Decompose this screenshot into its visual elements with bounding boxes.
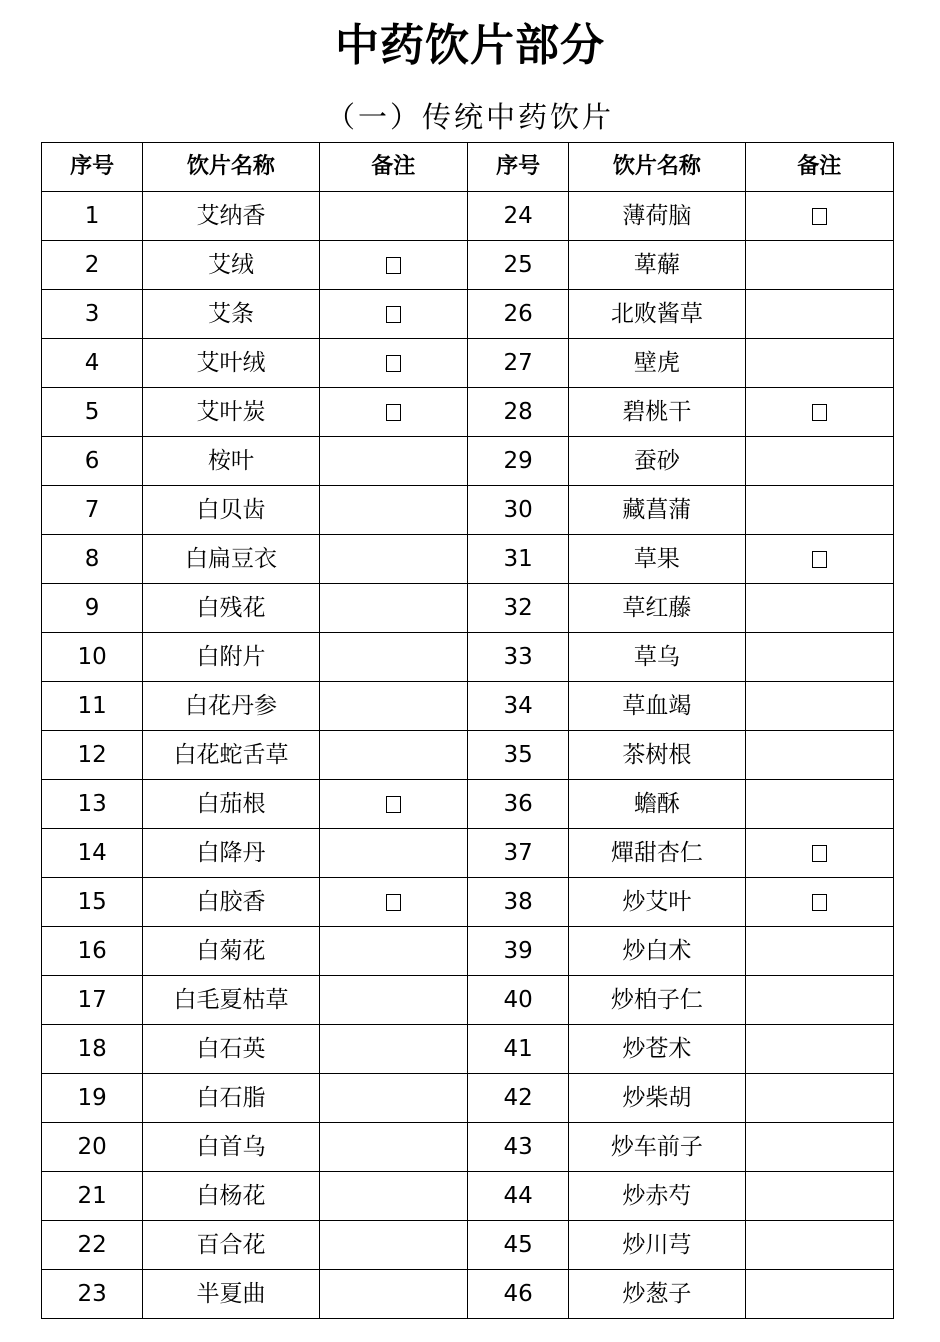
herb-name: 草血竭: [569, 682, 745, 731]
table-row: [42, 1270, 894, 1319]
table-row: [42, 780, 894, 829]
table-row: [42, 388, 894, 437]
row-number: 29: [467, 437, 568, 486]
checkbox-icon[interactable]: [386, 894, 401, 911]
table-row: [42, 927, 894, 976]
note-cell: [319, 682, 467, 731]
row-number: 6: [42, 437, 143, 486]
herb-name: 白花丹参: [143, 682, 319, 731]
herb-name: 白菊花: [143, 927, 319, 976]
note-cell: [319, 633, 467, 682]
herb-name: 草果: [569, 535, 745, 584]
header-right-no: 序号: [467, 143, 568, 192]
table-row: [42, 633, 894, 682]
note-cell: [319, 486, 467, 535]
note-cell: [745, 1074, 893, 1123]
herb-name: 炒柏子仁: [569, 976, 745, 1025]
row-number: 44: [467, 1172, 568, 1221]
row-number: 13: [42, 780, 143, 829]
herb-name: 白石英: [143, 1025, 319, 1074]
note-cell: [319, 192, 467, 241]
herb-name: 炒赤芍: [569, 1172, 745, 1221]
herb-name: 草红藤: [569, 584, 745, 633]
row-number: 23: [42, 1270, 143, 1319]
note-cell: [745, 1270, 893, 1319]
herb-name: 白杨花: [143, 1172, 319, 1221]
herb-name: 白降丹: [143, 829, 319, 878]
row-number: 39: [467, 927, 568, 976]
note-cell: [319, 290, 467, 339]
row-number: 32: [467, 584, 568, 633]
row-number: 5: [42, 388, 143, 437]
note-cell: [745, 927, 893, 976]
table-header-row: [42, 143, 894, 192]
header-left-note: 备注: [319, 143, 467, 192]
table-body: [42, 192, 894, 1319]
herb-name: 百合花: [143, 1221, 319, 1270]
row-number: 16: [42, 927, 143, 976]
note-cell: [745, 1123, 893, 1172]
table-row: [42, 437, 894, 486]
note-cell: [745, 535, 893, 584]
herb-name: 白石脂: [143, 1074, 319, 1123]
table-row: [42, 486, 894, 535]
row-number: 43: [467, 1123, 568, 1172]
row-number: 22: [42, 1221, 143, 1270]
table-row: [42, 682, 894, 731]
row-number: 24: [467, 192, 568, 241]
herb-name: 半夏曲: [143, 1270, 319, 1319]
table-row: [42, 1172, 894, 1221]
row-number: 33: [467, 633, 568, 682]
table-row: [42, 584, 894, 633]
table-row: [42, 192, 894, 241]
table-row: [42, 1074, 894, 1123]
herb-list-table: [41, 142, 894, 1319]
row-number: 41: [467, 1025, 568, 1074]
row-number: 7: [42, 486, 143, 535]
note-cell: [745, 290, 893, 339]
herb-name: 白毛夏枯草: [143, 976, 319, 1025]
note-cell: [745, 878, 893, 927]
row-number: 30: [467, 486, 568, 535]
herb-name: 白附片: [143, 633, 319, 682]
note-cell: [319, 1221, 467, 1270]
row-number: 1: [42, 192, 143, 241]
note-cell: [745, 192, 893, 241]
header-right-note: 备注: [745, 143, 893, 192]
note-cell: [745, 1221, 893, 1270]
note-cell: [319, 731, 467, 780]
checkbox-icon[interactable]: [386, 355, 401, 372]
row-number: 25: [467, 241, 568, 290]
note-cell: [319, 927, 467, 976]
row-number: 20: [42, 1123, 143, 1172]
herb-name: 白胶香: [143, 878, 319, 927]
note-cell: [319, 1172, 467, 1221]
row-number: 27: [467, 339, 568, 388]
note-cell: [319, 878, 467, 927]
herb-name: 炒苍术: [569, 1025, 745, 1074]
note-cell: [319, 388, 467, 437]
row-number: 17: [42, 976, 143, 1025]
herb-name: 薄荷脑: [569, 192, 745, 241]
checkbox-icon[interactable]: [386, 257, 401, 274]
table-row: [42, 339, 894, 388]
row-number: 3: [42, 290, 143, 339]
herb-name: 草乌: [569, 633, 745, 682]
table-row: [42, 878, 894, 927]
header-left-no: 序号: [42, 143, 143, 192]
row-number: 21: [42, 1172, 143, 1221]
row-number: 34: [467, 682, 568, 731]
herb-name: 蟾酥: [569, 780, 745, 829]
note-cell: [319, 1074, 467, 1123]
note-cell: [319, 437, 467, 486]
note-cell: [319, 1270, 467, 1319]
herb-name: 壁虎: [569, 339, 745, 388]
herb-name: 炒艾叶: [569, 878, 745, 927]
note-cell: [745, 976, 893, 1025]
note-cell: [745, 731, 893, 780]
row-number: 42: [467, 1074, 568, 1123]
checkbox-icon[interactable]: [386, 796, 401, 813]
table-row: [42, 290, 894, 339]
herb-name: 艾绒: [143, 241, 319, 290]
row-number: 9: [42, 584, 143, 633]
herb-name: 艾条: [143, 290, 319, 339]
note-cell: [745, 584, 893, 633]
herb-name: 茶树根: [569, 731, 745, 780]
herb-name: 白扁豆衣: [143, 535, 319, 584]
herb-name: 艾叶炭: [143, 388, 319, 437]
herb-name: 白首乌: [143, 1123, 319, 1172]
herb-name: 北败酱草: [569, 290, 745, 339]
note-cell: [319, 1025, 467, 1074]
row-number: 18: [42, 1025, 143, 1074]
row-number: 31: [467, 535, 568, 584]
herb-name: 炒柴胡: [569, 1074, 745, 1123]
herb-name: 白花蛇舌草: [143, 731, 319, 780]
note-cell: [745, 241, 893, 290]
herb-name: 藏菖蒲: [569, 486, 745, 535]
herb-name: 炒葱子: [569, 1270, 745, 1319]
row-number: 11: [42, 682, 143, 731]
row-number: 2: [42, 241, 143, 290]
checkbox-icon[interactable]: [812, 894, 827, 911]
section-subtitle: （一）传统中药饮片: [325, 100, 614, 134]
row-number: 37: [467, 829, 568, 878]
checkbox-icon[interactable]: [386, 306, 401, 323]
header-right-name: 饮片名称: [569, 143, 745, 192]
row-number: 10: [42, 633, 143, 682]
row-number: 15: [42, 878, 143, 927]
herb-name: 蚕砂: [569, 437, 745, 486]
note-cell: [319, 1123, 467, 1172]
table-row: [42, 241, 894, 290]
checkbox-icon[interactable]: [812, 404, 827, 421]
row-number: 4: [42, 339, 143, 388]
herb-name: 炒川芎: [569, 1221, 745, 1270]
note-cell: [319, 829, 467, 878]
table-row: [42, 731, 894, 780]
note-cell: [319, 976, 467, 1025]
note-cell: [745, 682, 893, 731]
note-cell: [319, 780, 467, 829]
note-cell: [745, 829, 893, 878]
note-cell: [745, 1025, 893, 1074]
herb-name: 白茄根: [143, 780, 319, 829]
note-cell: [745, 437, 893, 486]
table-row: [42, 535, 894, 584]
row-number: 8: [42, 535, 143, 584]
row-number: 14: [42, 829, 143, 878]
checkbox-icon[interactable]: [386, 404, 401, 421]
note-cell: [745, 339, 893, 388]
row-number: 28: [467, 388, 568, 437]
herb-name: 炒白术: [569, 927, 745, 976]
note-cell: [745, 388, 893, 437]
checkbox-icon[interactable]: [812, 845, 827, 862]
row-number: 38: [467, 878, 568, 927]
herb-name: 炒车前子: [569, 1123, 745, 1172]
checkbox-icon[interactable]: [812, 551, 827, 568]
note-cell: [319, 241, 467, 290]
note-cell: [745, 633, 893, 682]
checkbox-icon[interactable]: [812, 208, 827, 225]
herb-name: 艾纳香: [143, 192, 319, 241]
row-number: 26: [467, 290, 568, 339]
table-row: [42, 829, 894, 878]
herb-name: 萆薢: [569, 241, 745, 290]
row-number: 46: [467, 1270, 568, 1319]
row-number: 36: [467, 780, 568, 829]
note-cell: [319, 339, 467, 388]
row-number: 45: [467, 1221, 568, 1270]
herb-name: 艾叶绒: [143, 339, 319, 388]
note-cell: [319, 535, 467, 584]
herb-name: 桉叶: [143, 437, 319, 486]
row-number: 40: [467, 976, 568, 1025]
herb-name: 燀甜杏仁: [569, 829, 745, 878]
table-row: [42, 1221, 894, 1270]
row-number: 35: [467, 731, 568, 780]
page-title: 中药饮片部分: [335, 20, 605, 71]
note-cell: [745, 780, 893, 829]
header-left-name: 饮片名称: [143, 143, 319, 192]
herb-name: 碧桃干: [569, 388, 745, 437]
row-number: 12: [42, 731, 143, 780]
note-cell: [319, 584, 467, 633]
row-number: 19: [42, 1074, 143, 1123]
herb-name: 白残花: [143, 584, 319, 633]
table-row: [42, 1025, 894, 1074]
table-row: [42, 1123, 894, 1172]
table-row: [42, 976, 894, 1025]
note-cell: [745, 1172, 893, 1221]
herb-name: 白贝齿: [143, 486, 319, 535]
note-cell: [745, 486, 893, 535]
